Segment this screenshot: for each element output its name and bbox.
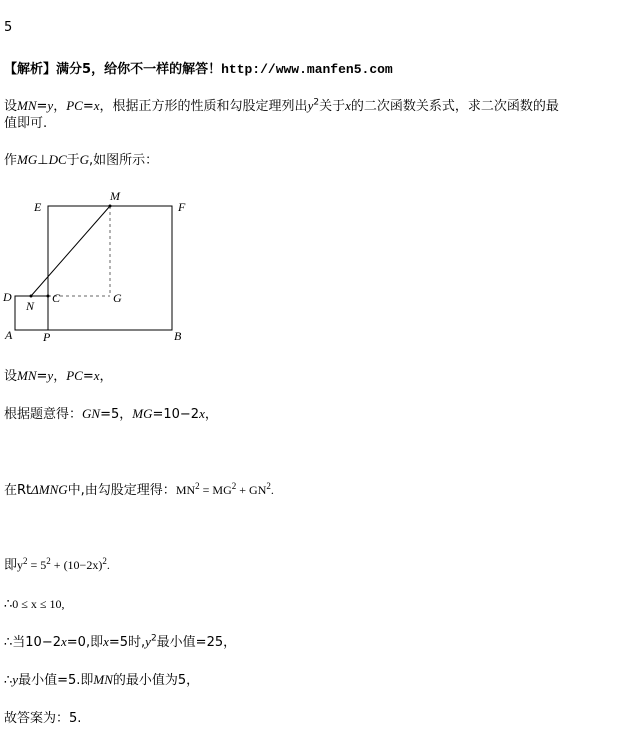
- intro-var-x: x: [345, 98, 351, 113]
- construct-prefix: 作: [4, 153, 18, 168]
- step-text: 最小值=25，: [156, 635, 237, 650]
- step-text: 的最小值为5，: [112, 673, 200, 688]
- label-p: P: [43, 330, 51, 344]
- intro-line-1: [4, 98, 559, 115]
- var-x: x: [93, 368, 100, 383]
- construct-seg-mg: MG: [17, 152, 38, 167]
- range-inequality: 0 ≤ x ≤ 10,: [12, 597, 65, 611]
- formula-pythagoras: $MN^2 = MG^2 + GN^2$.: [175, 481, 274, 497]
- step-prefix: 在Rt: [4, 483, 32, 498]
- var-y: y: [12, 672, 19, 687]
- label-f: F: [178, 200, 186, 214]
- value-mg: =10−2: [152, 407, 200, 422]
- step-result: [4, 672, 199, 689]
- step-text: =5时,: [108, 635, 146, 650]
- header-tag: 解析: [17, 62, 44, 77]
- var-mg: MG: [132, 406, 153, 421]
- construct-seg-dc: DC: [48, 152, 67, 167]
- intro-sep: ，: [99, 99, 113, 114]
- intro-line-2: 值即可.: [4, 116, 48, 131]
- var-pc: PC: [66, 368, 83, 383]
- therefore-symbol: ∴: [4, 597, 13, 612]
- triangle-mng: ΔMNG: [31, 482, 68, 497]
- label-b: B: [174, 329, 182, 343]
- therefore-symbol: ∴: [4, 673, 13, 688]
- intro-eq: =: [36, 99, 48, 114]
- intro-var-mn: MN: [17, 98, 37, 113]
- construct-suffix: ,如图所示：: [89, 153, 159, 168]
- geometry-figure: [0, 190, 200, 350]
- step-prefix: 即: [4, 558, 18, 573]
- final-answer: 故答案为：5.: [4, 711, 82, 726]
- step-text: 当10−2: [12, 635, 61, 650]
- header-bracket-close: 】: [43, 62, 57, 77]
- step-given: [4, 406, 218, 423]
- var-mn: MN: [93, 672, 113, 687]
- intro-text: 根据正方形的性质和勾股定理列出: [112, 99, 308, 114]
- header-url[interactable]: http://www.manfen5.com: [221, 62, 393, 77]
- step-text: =0,即: [66, 635, 104, 650]
- intro-var-pc: PC: [66, 98, 83, 113]
- step-prefix: 根据题意得：: [4, 407, 83, 422]
- header-bracket-open: 【: [4, 62, 18, 77]
- segment-mn: [31, 206, 110, 296]
- label-d: D: [3, 290, 12, 304]
- separator: ，: [204, 407, 218, 422]
- intro-var-x: x: [93, 98, 100, 113]
- intro-exponent: 2: [313, 97, 320, 108]
- step-minimum: [4, 634, 236, 651]
- exponent: 2: [150, 633, 157, 644]
- label-e: E: [34, 200, 42, 214]
- label-c: C: [52, 291, 61, 305]
- var-gn: GN: [82, 406, 101, 421]
- intro-sep: ，: [53, 99, 67, 114]
- construct-point-g: G: [79, 152, 90, 167]
- step-range: [4, 596, 64, 613]
- point-c: [47, 295, 50, 298]
- therefore-symbol: ∴: [4, 635, 13, 650]
- point-n: [30, 295, 33, 298]
- label-m: M: [110, 190, 120, 203]
- step-pythagoras: [4, 482, 274, 499]
- separator: ，: [53, 369, 67, 384]
- label-a: A: [5, 328, 13, 342]
- var-x: x: [103, 634, 109, 649]
- solution-header: [4, 62, 393, 78]
- intro-var-y: y: [307, 98, 314, 113]
- label-g: G: [113, 291, 122, 305]
- var-x: x: [61, 634, 67, 649]
- construct-text: 于: [66, 153, 80, 168]
- intro-eq: =: [82, 99, 94, 114]
- step-text: 最小值=5.即: [18, 673, 94, 688]
- separator: ，: [99, 369, 113, 384]
- label-n: N: [26, 299, 35, 313]
- question-number: 5: [4, 20, 13, 35]
- var-mn: MN: [17, 368, 37, 383]
- var-y: y: [145, 634, 151, 649]
- step-text: 中,由勾股定理得：: [67, 483, 176, 498]
- perp-symbol: ⊥: [37, 153, 49, 168]
- formula-y-squared: $y^2 = 5^2 + (10-2x)^2$.: [17, 556, 110, 572]
- var-x: x: [199, 406, 205, 421]
- intro-var-y: y: [47, 98, 54, 113]
- step-prefix: 设: [4, 369, 18, 384]
- construct-line: [4, 152, 158, 169]
- var-y: y: [47, 368, 54, 383]
- point-m: [109, 205, 112, 208]
- eq-sign: =: [36, 369, 48, 384]
- step-set: [4, 368, 113, 385]
- intro-text: 的二次函数关系式，求二次函数的最: [350, 99, 559, 114]
- intro-text: 关于: [319, 99, 346, 114]
- value-gn: =5，: [100, 407, 133, 422]
- step-equation: [4, 557, 110, 574]
- intro-prefix: 设: [4, 99, 18, 114]
- header-slogan: 满分5，给你不一样的解答！: [56, 62, 222, 77]
- eq-sign: =: [82, 369, 94, 384]
